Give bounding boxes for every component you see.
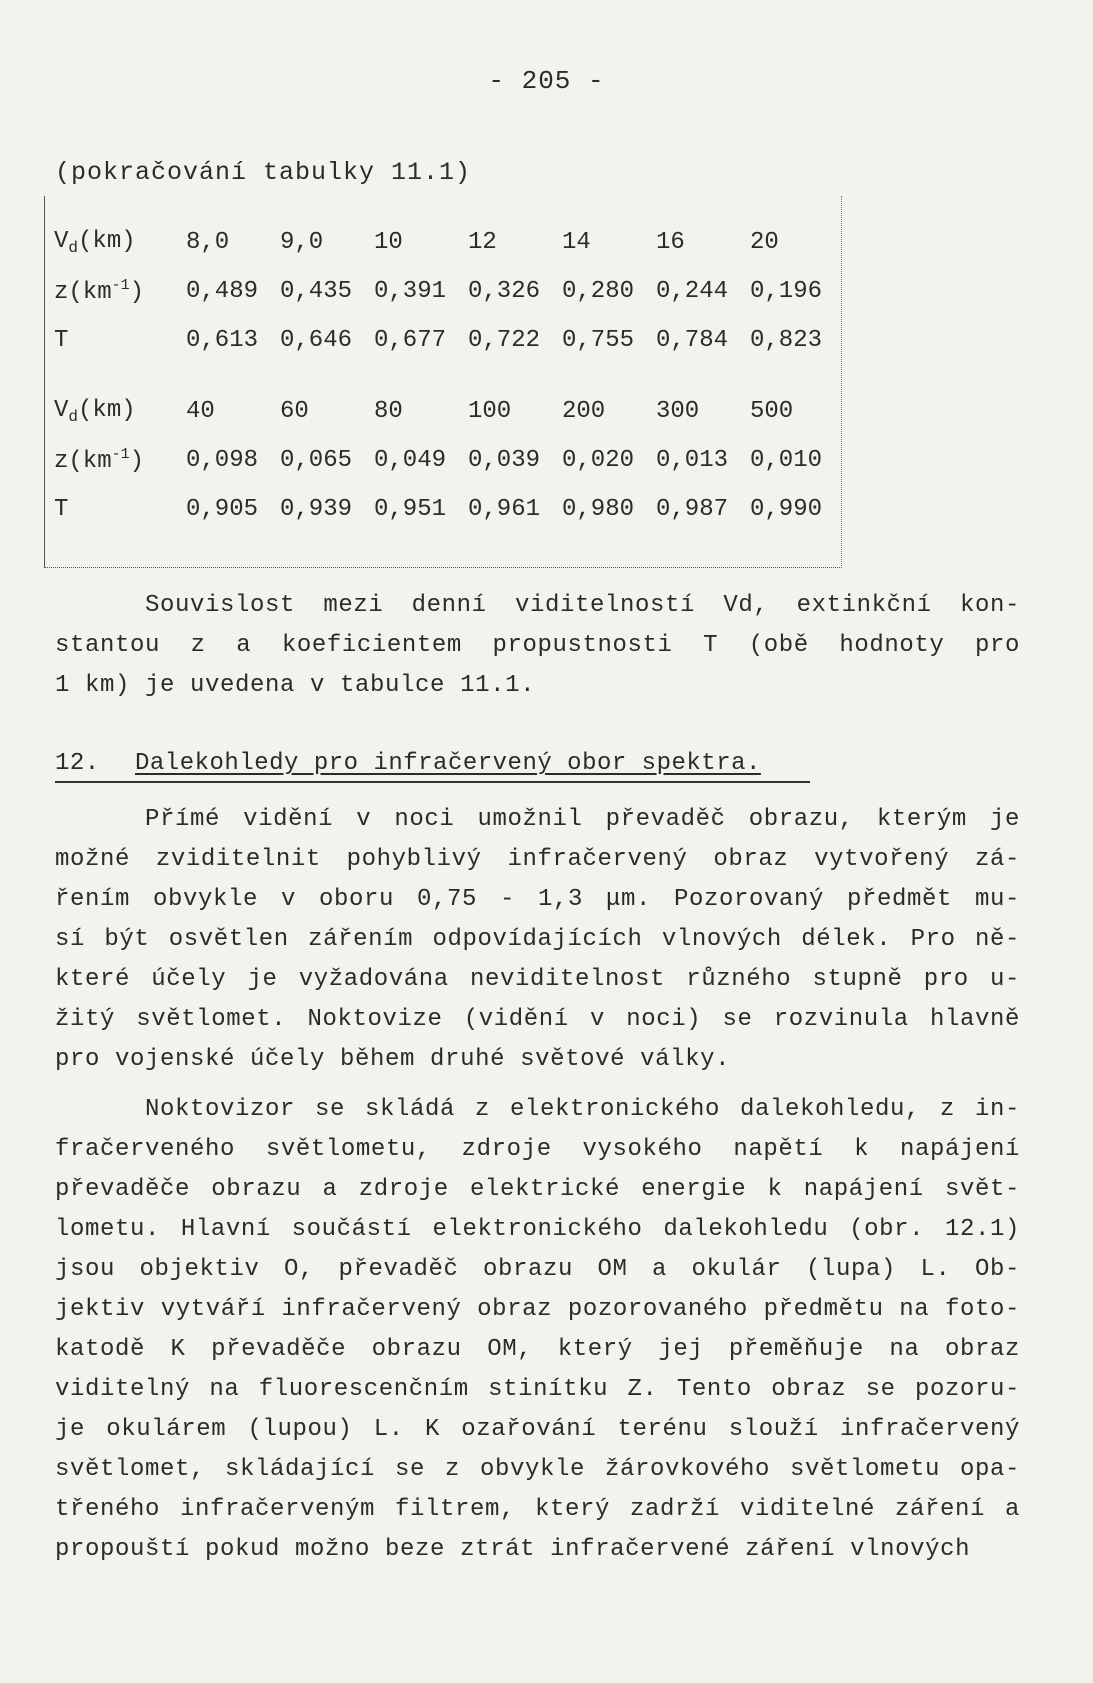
- text-line: katodě K převaděče obrazu OM, který jej přeměňuje na obraz: [55, 1336, 1020, 1363]
- text-line: sí být osvětlen zářením odpovídajících vlnových délek. Pro ně-: [55, 926, 1020, 953]
- text-line: jektiv vytváří infračervený obraz pozorovaného předmětu na foto-: [55, 1296, 1020, 1323]
- row-label-superscript: -1: [111, 446, 130, 463]
- table-cell: 0,049: [374, 447, 447, 474]
- row-label: [54, 485, 182, 534]
- table-row: [54, 316, 840, 365]
- table-11-1: [44, 196, 844, 568]
- table-cell: 0,326: [468, 278, 541, 305]
- row-label-main: T: [54, 496, 69, 523]
- table-cell: 60: [280, 398, 309, 425]
- table-cell: 0,020: [562, 447, 635, 474]
- text-line: které účely je vyžadována neviditelnost různého stupně pro u-: [55, 966, 1020, 993]
- table-cell: 0,990: [750, 496, 823, 523]
- table-caption: (pokračování tabulky 11.1): [55, 158, 472, 187]
- text-line: viditelný na fluorescenčním stinítku Z. Tento obraz se pozoru-: [55, 1376, 1020, 1403]
- table-cell: 40: [186, 398, 215, 425]
- table-cell: 80: [374, 398, 403, 425]
- text-line: řením obvykle v oboru 0,75 - 1,3 μm. Pozorovaný předmět mu-: [55, 886, 1020, 913]
- text-line: pro vojenské účely během druhé světové války.: [55, 1046, 731, 1073]
- text-line: fračerveného světlometu, zdroje vysokého napětí k napájení: [55, 1136, 1020, 1163]
- row-label-unit: (km): [78, 228, 136, 255]
- text-line: Přímé vidění v noci umožnil převaděč obrazu, kterým je: [145, 806, 1020, 833]
- table-cell: 100: [468, 398, 512, 425]
- table-cell: 14: [562, 229, 591, 256]
- text-line: Noktovizor se skládá z elektronického dalekohledu, z in-: [145, 1096, 1020, 1123]
- row-label: [54, 316, 182, 365]
- table-cell: 0,489: [186, 278, 259, 305]
- text-line: Souvislost mezi denní viditelností Vd, extinkční kon-: [145, 592, 1020, 619]
- table-spacer: [54, 365, 840, 387]
- table-cell: 0,939: [280, 496, 353, 523]
- table-cell: 0,646: [280, 327, 353, 354]
- row-label: [54, 436, 182, 485]
- text-line: propouští pokud možno beze ztrát infračervené záření vlnových: [55, 1536, 971, 1563]
- table-row: [54, 436, 840, 485]
- table-cell: 0,823: [750, 327, 823, 354]
- data-table: [54, 218, 840, 534]
- table-cell: 0,039: [468, 447, 541, 474]
- text-line: jsou objektiv O, převaděč obrazu OM a okulár (lupa) L. Ob-: [55, 1256, 1020, 1283]
- row-label-main: z(km: [54, 448, 112, 475]
- text-line: lometu. Hlavní součástí elektronického dalekohledu (obr. 12.1): [55, 1216, 1020, 1243]
- section-title: Dalekohledy pro infračervený obor spektra.: [135, 750, 761, 777]
- table-row: [54, 485, 840, 534]
- table-cell: 8,0: [186, 229, 230, 256]
- table-cell: 0,065: [280, 447, 353, 474]
- table-cell: 300: [656, 398, 700, 425]
- table-cell: 0,196: [750, 278, 823, 305]
- row-label-main: V: [54, 397, 69, 424]
- text-line: třeného infračerveným filtrem, který zadrží viditelné záření a: [55, 1496, 1020, 1523]
- table-cell: 10: [374, 229, 403, 256]
- table-row: [54, 387, 840, 436]
- page-number: - 205 -: [488, 66, 605, 96]
- table-cell: 200: [562, 398, 606, 425]
- table-cell: 0,951: [374, 496, 447, 523]
- row-label: [54, 218, 182, 267]
- table-cell: 0,905: [186, 496, 259, 523]
- text-line: převaděče obrazu a zdroje elektrické energie k napájení svět-: [55, 1176, 1020, 1203]
- text-line: je okulárem (lupou) L. K ozařování terénu slouží infračervený: [55, 1416, 1020, 1443]
- table-cell: 0,987: [656, 496, 729, 523]
- table-cell: 0,961: [468, 496, 541, 523]
- row-label-unit: ): [129, 279, 145, 306]
- row-label: [54, 267, 182, 316]
- table-cell: 12: [468, 229, 497, 256]
- table-cell: 0,755: [562, 327, 635, 354]
- table-cell: 0,677: [374, 327, 447, 354]
- paragraph-1: [55, 800, 1020, 1080]
- row-label-subscript: d: [68, 239, 79, 257]
- row-label-subscript: d: [68, 408, 79, 426]
- row-label-main: z(km: [54, 279, 112, 306]
- intro-paragraph: [55, 586, 1020, 706]
- table-border-bottom: [44, 567, 842, 568]
- table-cell: 0,244: [656, 278, 729, 305]
- table-cell: 500: [750, 398, 794, 425]
- row-label-main: V: [54, 228, 69, 255]
- table-border-left: [44, 196, 45, 568]
- text-line: žitý světlomet. Noktovize (vidění v noci) se rozvinula hlavně: [55, 1006, 1020, 1033]
- row-label-unit: (km): [78, 397, 136, 424]
- text-line: 1 km) je uvedena v tabulce 11.1.: [55, 672, 536, 699]
- table-cell: 0,784: [656, 327, 729, 354]
- table-row: [54, 218, 840, 267]
- table-cell: 16: [656, 229, 685, 256]
- row-label: [54, 387, 182, 436]
- table-cell: 0,722: [468, 327, 541, 354]
- table-cell: 0,098: [186, 447, 259, 474]
- text-line: stantou z a koeficientem propustnosti T (obě hodnoty pro: [55, 632, 1020, 659]
- table-border-right: [841, 196, 842, 568]
- table-cell: 0,980: [562, 496, 635, 523]
- row-label-unit: ): [129, 448, 145, 475]
- row-label-main: T: [54, 327, 69, 354]
- table-cell: 0,013: [656, 447, 729, 474]
- table-cell: 0,391: [374, 278, 447, 305]
- section-number: 12.: [55, 750, 100, 777]
- table-cell: 0,613: [186, 327, 259, 354]
- table-cell: 20: [750, 229, 779, 256]
- table-row: [54, 267, 840, 316]
- text-line: světlomet, skládající se z obvykle žárovkového světlometu opa-: [55, 1456, 1020, 1483]
- paragraph-2: [55, 1090, 1020, 1570]
- table-cell: 0,280: [562, 278, 635, 305]
- table-cell: 9,0: [280, 229, 324, 256]
- row-label-superscript: -1: [111, 277, 130, 294]
- table-cell: 0,010: [750, 447, 823, 474]
- section-heading: [55, 750, 810, 783]
- text-line: možné zviditelnit pohyblivý infračervený obraz vytvořený zá-: [55, 846, 1020, 873]
- table-cell: 0,435: [280, 278, 353, 305]
